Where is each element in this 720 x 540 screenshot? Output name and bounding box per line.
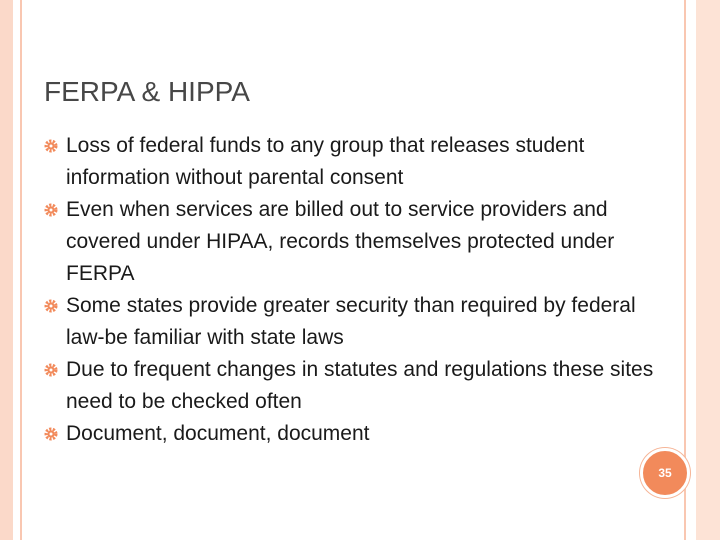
bullet-item	[44, 418, 664, 450]
slide-frame-right	[696, 0, 720, 540]
gear-icon	[44, 363, 58, 377]
bullet-text: Document, document, document	[66, 422, 370, 445]
bullet-item	[44, 130, 664, 194]
bullet-text: Due to frequent changes in statutes and regulations these sites need to be checked often	[66, 358, 654, 413]
bullet-item	[44, 290, 664, 354]
bullet-text: Some states provide greater security than required by federal law-be familiar with state laws	[66, 294, 636, 349]
slide-frame-left	[0, 0, 13, 540]
gear-icon	[44, 203, 58, 217]
gear-icon	[44, 139, 58, 153]
slide-frame-left-line	[20, 0, 22, 540]
page-number-badge	[640, 448, 690, 498]
gear-icon	[44, 299, 58, 313]
bullet-item	[44, 194, 664, 290]
bullet-text: Even when services are billed out to service providers and covered under HIPAA, records themselves protected under FERPA	[66, 198, 615, 285]
bullet-list	[44, 130, 664, 450]
bullet-text: Loss of federal funds to any group that releases student information without parental consent	[66, 134, 585, 189]
bullet-item	[44, 354, 664, 418]
gear-icon	[44, 427, 58, 441]
slide-title: FERPA & HIPPA	[44, 76, 250, 107]
page-number: 35	[658, 466, 672, 480]
